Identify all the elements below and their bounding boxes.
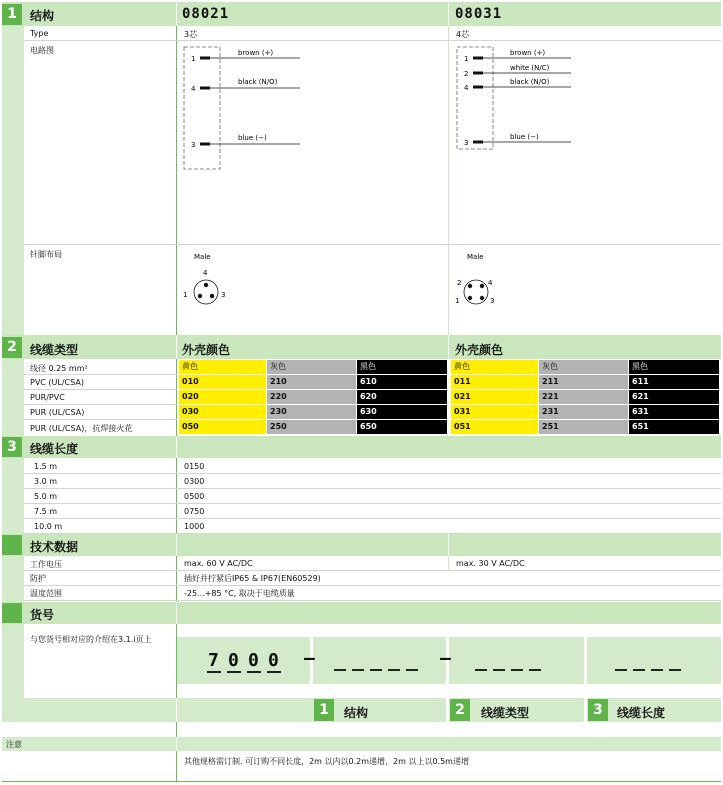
digit-underline	[227, 671, 241, 673]
order-dash-1: –	[304, 648, 315, 669]
digit-underline	[247, 671, 261, 673]
pinout-b-pin-1: 1	[455, 297, 460, 305]
slot-length	[615, 669, 627, 671]
pinout-b-pin-3: 3	[490, 297, 495, 305]
type-label: Type	[30, 29, 49, 38]
length-code: 0150	[184, 462, 205, 471]
slot-length	[651, 669, 663, 671]
cable-code-a: 650	[357, 420, 447, 434]
digit-underline	[267, 671, 281, 673]
type-b: 4芯	[456, 30, 470, 39]
color-header-4: 灰色	[539, 360, 628, 374]
cable-code-b: 221	[539, 390, 628, 404]
cable-code-b: 021	[451, 390, 538, 404]
circuit-b-wire-brown: brown (+)	[510, 49, 546, 57]
row-divider	[24, 374, 177, 375]
pinout-b-pin-4: 4	[488, 279, 493, 287]
pinout-a-pin-3: 3	[221, 291, 226, 299]
legend-3-number: 3	[588, 699, 608, 721]
slot-structure	[388, 669, 400, 671]
header-divider-main	[176, 534, 177, 556]
circuit-a-pin-3: 3	[191, 141, 196, 149]
section-3-number: 3	[2, 437, 22, 457]
color-header-1: 灰色	[267, 360, 356, 374]
model-a: 08021	[182, 6, 230, 22]
section-1-header	[2, 2, 721, 26]
header-divider	[448, 2, 449, 26]
row-divider	[24, 570, 721, 571]
notes-text: 其他规格需订制. 可订购不同长度，2m 以内以0.2m递增，2m 以上以0.5m递增	[184, 757, 469, 766]
cable-code-b: 031	[451, 405, 538, 419]
order-number-cell	[2, 603, 22, 623]
slot-cable	[511, 669, 523, 671]
cable-code-a: 010	[179, 375, 266, 389]
circuit-b-wire-black: black (N/O)	[510, 78, 550, 86]
row-divider	[24, 488, 721, 489]
voltage-label: 工作电压	[30, 560, 62, 569]
order-note: 与您货号相对应的介绍在3.1.i页上	[30, 635, 152, 644]
section-3-title: 线缆长度	[30, 442, 79, 456]
circuit-b-wire-white: white (N/C)	[510, 64, 550, 72]
row-divider	[24, 404, 177, 405]
length-label: 3.0 m	[34, 477, 58, 486]
cable-type-label: PUR (UL/CSA)	[30, 408, 85, 417]
slot-structure	[406, 669, 418, 671]
circuit-a-wire-brown: brown (+)	[238, 49, 274, 57]
cable-code-b: 231	[539, 405, 628, 419]
temperature-label: 温度范围	[30, 589, 62, 598]
header-divider-main	[176, 335, 177, 359]
section-2-header	[2, 335, 721, 359]
circuit-diagram-b	[455, 44, 595, 172]
pinout-a-male-label: Male	[194, 253, 211, 261]
order-digit-2: 0	[228, 650, 239, 671]
cable-code-a: 210	[267, 375, 356, 389]
legend-1-label: 结构	[344, 706, 369, 720]
header-divider-main	[176, 436, 177, 458]
protection-label: 防护	[30, 574, 46, 583]
header-divider-main	[176, 2, 177, 26]
circuit-label: 电路图	[30, 46, 54, 55]
pin-layout-label: 针脚布局	[30, 250, 62, 259]
column-divider-b	[448, 2, 449, 335]
row-divider	[24, 503, 721, 504]
length-label: 1.5 m	[34, 462, 58, 471]
cable-code-a: 250	[267, 420, 356, 434]
pinout-diagram-a	[180, 250, 240, 310]
order-digit-1: 7	[208, 650, 219, 671]
length-code: 1000	[184, 522, 205, 531]
color-header-3: 黄色	[451, 360, 538, 374]
color-header-0: 黄色	[179, 360, 266, 374]
legend-2-number: 2	[450, 699, 470, 721]
legend-gap	[446, 698, 449, 722]
slot-cable	[475, 669, 487, 671]
cable-code-b: 611	[629, 375, 719, 389]
cable-code-a: 610	[357, 375, 447, 389]
digit-underline	[207, 671, 221, 673]
voltage-a: max. 60 V AC/DC	[184, 559, 253, 568]
cable-type-label: PVC (UL/CSA)	[30, 378, 84, 387]
header-divider	[448, 534, 449, 556]
circuit-b-pin-2: 2	[464, 70, 469, 78]
color-header-2: 黑色	[357, 360, 447, 374]
shell-color-title-a: 外壳颜色	[182, 343, 231, 357]
order-code-gap-3	[584, 637, 587, 684]
row-divider	[24, 473, 721, 474]
temperature-value: -25...+85 °C, 取决于电缆质量	[184, 589, 295, 598]
circuit-diagram-a	[182, 44, 322, 172]
legend-gap	[176, 698, 177, 722]
length-label: 7.5 m	[34, 507, 58, 516]
cable-code-b: 631	[629, 405, 719, 419]
section-2-title: 线缆类型	[30, 343, 79, 357]
row-divider	[24, 419, 177, 420]
legend-3-label: 线缆长度	[617, 706, 666, 720]
section-3-header	[2, 436, 721, 458]
slot-cable	[529, 669, 541, 671]
voltage-divider	[448, 556, 449, 570]
slot-structure	[334, 669, 346, 671]
order-header	[2, 602, 721, 624]
pinout-a-pin-4: 4	[203, 269, 208, 277]
slot-structure	[370, 669, 382, 671]
length-label: 10.0 m	[34, 522, 63, 531]
cable-code-b: 051	[451, 420, 538, 434]
cable-code-b: 621	[629, 390, 719, 404]
cable-code-b: 251	[539, 420, 628, 434]
legend-2-label: 线缆类型	[481, 706, 530, 720]
shell-color-title-b: 外壳颜色	[455, 343, 504, 357]
section-1-number: 1	[2, 4, 22, 25]
length-code: 0500	[184, 492, 205, 501]
row-divider	[24, 244, 721, 245]
cable-code-a: 230	[267, 405, 356, 419]
circuit-a-wire-black: black (N/O)	[238, 78, 278, 86]
circuit-b-pin-3: 3	[464, 139, 469, 147]
cable-code-a: 020	[179, 390, 266, 404]
circuit-b-wire-blue: blue (−)	[510, 133, 539, 141]
bottom-rule	[2, 781, 721, 782]
slot-length	[633, 669, 645, 671]
cable-code-a: 050	[179, 420, 266, 434]
notes-title: 注意	[6, 740, 22, 749]
row-divider	[24, 518, 721, 519]
circuit-b-pin-1: 1	[464, 55, 469, 63]
header-divider	[448, 335, 449, 359]
circuit-b-pin-4: 4	[464, 84, 469, 92]
color-header-5: 黑色	[629, 360, 719, 374]
circuit-a-wire-blue: blue (−)	[238, 134, 267, 142]
cable-code-a: 220	[267, 390, 356, 404]
section-2-number: 2	[2, 337, 22, 358]
pinout-diagram-b	[453, 250, 513, 310]
cable-code-b: 651	[629, 420, 719, 434]
type-a: 3芯	[184, 30, 198, 39]
cable-code-b: 011	[451, 375, 538, 389]
length-label: 5.0 m	[34, 492, 58, 501]
pinout-b-male-label: Male	[467, 253, 484, 261]
order-digit-4: 0	[268, 650, 279, 671]
protection-value: 插好并拧紧后IP65 & IP67(EN60529)	[184, 574, 321, 583]
legend-1-number: 1	[314, 699, 334, 721]
voltage-b: max. 30 V AC/DC	[456, 559, 525, 568]
notes-gap	[176, 737, 177, 751]
circuit-a-pin-1: 1	[191, 55, 196, 63]
row-divider	[24, 389, 177, 390]
circuit-a-pin-4: 4	[191, 85, 196, 93]
slot-structure	[352, 669, 364, 671]
order-digit-3: 0	[248, 650, 259, 671]
order-title: 货号	[30, 608, 55, 622]
notes-header	[2, 737, 721, 751]
cable-code-a: 030	[179, 405, 266, 419]
cable-gauge-label: 线径 0.25 mm²	[30, 364, 88, 373]
header-divider-main	[176, 602, 177, 624]
model-b: 08031	[455, 6, 503, 22]
pinout-b-pin-2: 2	[457, 279, 462, 287]
cable-type-label: PUR (UL/CSA)，抗焊接火花	[30, 424, 133, 433]
length-code: 0750	[184, 507, 205, 516]
cable-code-a: 630	[357, 405, 447, 419]
tech-title: 技术数据	[30, 540, 79, 554]
pinout-a-pin-1: 1	[183, 291, 188, 299]
legend-gap	[584, 698, 587, 722]
slot-length	[669, 669, 681, 671]
cable-code-a: 620	[357, 390, 447, 404]
tech-number-cell	[2, 535, 22, 555]
slot-cable	[493, 669, 505, 671]
row-divider	[24, 600, 721, 601]
row-divider	[24, 585, 721, 586]
length-code: 0300	[184, 477, 205, 486]
section-1-title: 结构	[30, 9, 55, 23]
tech-header	[2, 534, 721, 556]
order-dash-2: –	[440, 648, 451, 669]
row-divider	[24, 40, 721, 41]
cable-type-label: PUR/PVC	[30, 393, 65, 402]
cable-code-b: 211	[539, 375, 628, 389]
